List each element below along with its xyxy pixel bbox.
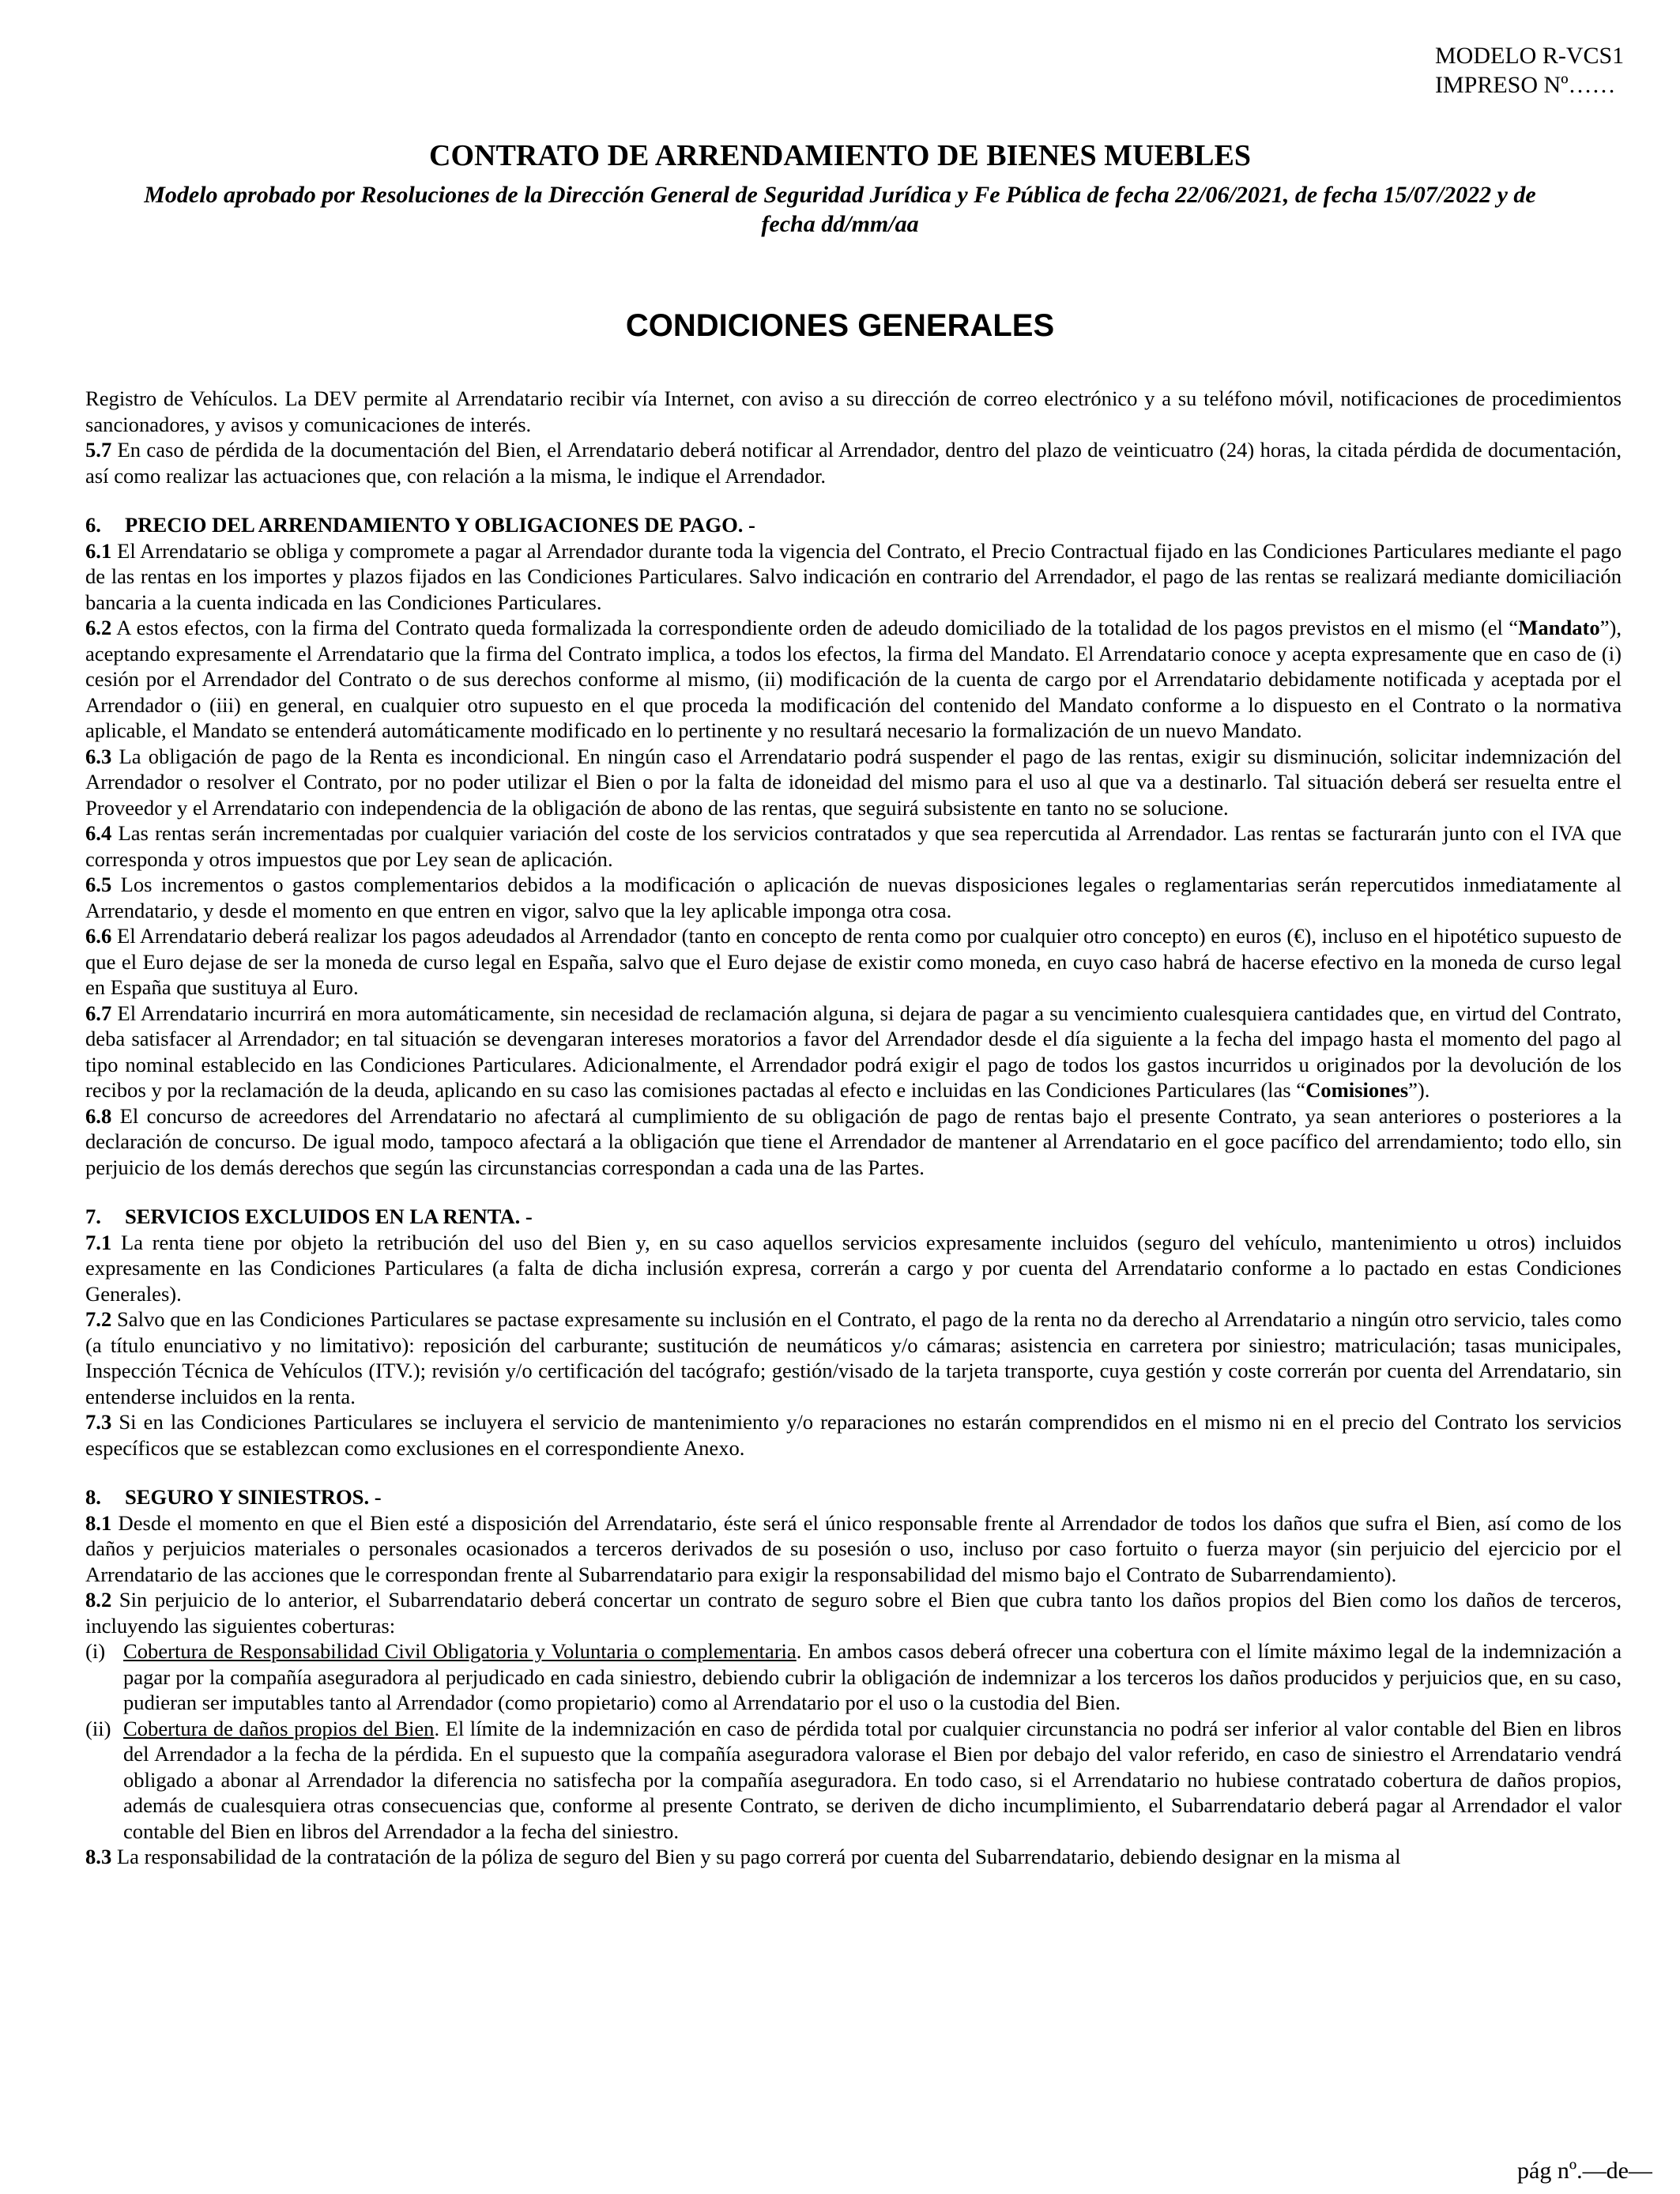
clause-text: Los incrementos o gastos complementarios debidos a la modificación o aplicación de nuevas disposiciones legales o reglamentarias serán repercutidos inmediatamente al Arrendatario, y desde el momento en que entren en vigor, salvo que la ley aplicable imponga otra cosa. xyxy=(85,873,1622,922)
section-heading-text: SEGURO Y SINIESTROS. - xyxy=(125,1485,382,1509)
spacer xyxy=(85,488,1622,512)
section-7-heading xyxy=(85,1204,1622,1230)
clause-text: ”), aceptando expresamente el Arrendatario que la firma del Contrato implica, a todos los efectos, la firma del Mandato. El Arrendatario conoce y acepta expresamente que en caso de (i) cesión por el Arrendador del Contrato o de sus derechos conforme al mismo, (ii) modificación de la cuenta de cargo por el Arrendatario debidamente notificada y aceptada por el Arrendador o (iii) en general, en cualquier otro supuesto en el que proceda la modificación del contenido del Mandato conforme a lo dispuesto en el Contrato o la normativa aplicable, el Mandato se entenderá automáticamente modificado en lo pertinente y no resultará necesario la formalización de un nuevo Mandato. xyxy=(85,616,1622,742)
clause-6-4 xyxy=(85,820,1622,872)
spacer xyxy=(85,1461,1622,1484)
clause-number: 6.7 xyxy=(85,1001,112,1025)
defined-term: Mandato xyxy=(1518,616,1600,639)
clause-text: Salvo que en las Condiciones Particulares se pactase expresamente su inclusión en el Contrato, el pago de la renta no da derecho al Arrendatario a ningún otro servicio, tales como (a título enunciativo y no limitativo): reposición del carburante; sustitución de neumáticos y/o cámaras; asistencia en carretera por siniestro; matriculación; tasas municipales, Inspección Técnica de Vehículos (ITV.); revisión y/o certificación del tacógrafo; gestión/visado de la tarjeta transporte, cuya gestión y coste correrán por cuenta del Arrendatario, sin entenderse incluidos en la renta. xyxy=(85,1307,1622,1408)
section-number: 6. xyxy=(85,513,101,537)
impreso-number: IMPRESO Nº…… xyxy=(1435,72,1616,98)
clause-number: 6.8 xyxy=(85,1103,112,1128)
clause-number: 8.3 xyxy=(85,1845,112,1868)
clause-number: 8.1 xyxy=(85,1510,112,1535)
clause-number: 6.1 xyxy=(85,538,112,563)
clause-text: El Arrendatario incurrirá en mora automáticamente, sin necesidad de reclamación alguna, si dejara de pagar a su vencimiento cualesquiera cantidades que, en virtud del Contrato, deba satisfacer al Arrendador; en tal situación se devengaran intereses moratorios a favor del Arrendador desde el día siguiente a la fecha del impago hasta el momento del pago al tipo nominal establecido en las Condiciones Particulares. Adicionalmente, el Arrendador podrá exigir el pago de todos los gastos incurridos u originados por la devolución de los recibos y por la reclamación de la deuda, aplicando en su caso las comisiones pactadas al efecto e incluidas en las Condiciones Particulares (las “ xyxy=(85,1001,1622,1102)
clause-8-1 xyxy=(85,1510,1622,1588)
clause-number: 6.2 xyxy=(85,616,112,639)
clause-6-7 xyxy=(85,1001,1622,1103)
clause-text: En caso de pérdida de la documentación del Bien, el Arrendatario deberá notificar al Arrendador, dentro del plazo de veinticuatro (24) horas, la citada pérdida de documentación, así como realizar las actuaciones que, con relación a la misma, le indique el Arrendador. xyxy=(85,438,1622,488)
clause-number: 6.3 xyxy=(85,744,112,768)
clause-6-8 xyxy=(85,1103,1622,1181)
coverage-text: . El límite de la indemnización en caso de pérdida total por cualquier circunstancia no podrá ser inferior al valor contable del Bien en libros del Arrendador a la fecha de la pérdida. En el supuesto que la compañía aseguradora valorase el Bien por debajo del valor referido, en caso de siniestro el Arrendatario vendrá obligado a abonar al Arrendador la diferencia no satisfecha por la compañía aseguradora. En todo caso, si el Arrendatario no hubiese contratado cobertura de daños propios, además de cualesquiera otras consecuencias que, conforme al presente Contrato, se deriven de dicho incumplimiento, el Subarrendatario deberá pagar al Arrendador el valor contable del Bien en libros del Arrendador a la fecha del siniestro. xyxy=(123,1716,1622,1843)
clause-6-3 xyxy=(85,744,1622,821)
document-body xyxy=(85,386,1622,1870)
coverage-text: . En ambos casos deberá ofrecer una cobertura con el límite máximo legal de la indemnización a pagar por la compañía aseguradora al perjudicado en cada siniestro, debiendo cubrir la obligación de indemnizar a los terceros los daños producidos y perjuicios que, en su caso, pudieran ser imputables tanto al Arrendador (como propietario) como al Arrendatario por el uso o la custodia del Bien. xyxy=(123,1639,1622,1714)
spacer xyxy=(85,1180,1622,1204)
section-8-heading xyxy=(85,1484,1622,1510)
clause-text: El Arrendatario deberá realizar los pagos adeudados al Arrendador (tanto en concepto de renta como por cualquier otro concepto) en euros (€), incluso en el hipotético supuesto de que el Euro dejase de ser la moneda de curso legal en España, salvo que el Euro dejase de existir como moneda, en cuyo caso habrá de hacerse efectivo en la moneda de curso legal en España que sustituya al Euro. xyxy=(85,924,1622,999)
coverage-title: Cobertura de daños propios del Bien xyxy=(123,1716,435,1740)
clause-8-3 xyxy=(85,1844,1622,1870)
coverage-title: Cobertura de Responsabilidad Civil Obligatoria y Voluntaria o complementaria xyxy=(123,1639,797,1663)
model-reference xyxy=(1435,41,1624,100)
item-text xyxy=(123,1638,1622,1716)
clause-8-2 xyxy=(85,1587,1622,1638)
clause-text: Sin perjuicio de lo anterior, el Subarrendatario deberá concertar un contrato de seguro sobre el Bien que cubra tanto los daños propios del Bien como los daños de terceros, incluyendo las siguientes coberturas: xyxy=(85,1588,1622,1638)
clause-number: 5.7 xyxy=(85,438,112,462)
section-heading-text: PRECIO DEL ARRENDAMIENTO Y OBLIGACIONES DE PAGO. - xyxy=(125,513,755,537)
clause-number: 6.4 xyxy=(85,821,112,845)
clause-number: 6.6 xyxy=(85,924,112,948)
clause-text: A estos efectos, con la firma del Contrato queda formalizada la correspondiente orden de adeudo domiciliado de la totalidad de los pagos previstos en el mismo (el “ xyxy=(111,616,1519,639)
clause-text: La responsabilidad de la contratación de la póliza de seguro del Bien y su pago correrá por cuenta del Subarrendatario, debiendo designar en la misma al xyxy=(111,1845,1401,1868)
clause-text: El Arrendatario se obliga y compromete a pagar al Arrendador durante toda la vigencia del Contrato, el Precio Contractual fijado en las Condiciones Particulares mediante el pago de las rentas en los importes y plazos fijados en las Condiciones Particulares. Salvo indicación en contrario del Arrendador, el pago de las rentas se realizará mediante domiciliación bancaria a la cuenta indicada en las Condiciones Particulares. xyxy=(85,538,1622,614)
document-title: CONTRATO DE ARRENDAMIENTO DE BIENES MUEBLES xyxy=(429,139,1251,172)
clause-6-6 xyxy=(85,923,1622,1001)
document-subtitle: Modelo aprobado por Resoluciones de la Dirección General de Seguridad Jurídica y Fe Pública de fecha 22/06/2021, de fecha 15/07/2022 y de fecha dd/mm/aa xyxy=(144,182,1536,237)
clause-6-2 xyxy=(85,615,1622,744)
item-text xyxy=(123,1716,1622,1845)
clause-number: 6.5 xyxy=(85,873,112,896)
clause-6-5 xyxy=(85,872,1622,923)
intro-paragraph: Registro de Vehículos. La DEV permite al Arrendatario recibir vía Internet, con aviso a su dirección de correo electrónico y a su teléfono móvil, notificaciones de procedimientos sancionadores, y avisos y comunicaciones de interés. xyxy=(85,386,1622,436)
clause-text: El concurso de acreedores del Arrendatario no afectará al cumplimiento de su obligación de pago de rentas bajo el presente Contrato, ya sean anteriores o posteriores a la declaración de concurso. De igual modo, tampoco afectará a la obligación que tiene el Arrendador de mantener al Arrendatario en el goce pacífico del arrendamiento; todo ello, sin perjuicio de los demás derechos que según las circunstancias correspondan a cada una de las Partes. xyxy=(85,1103,1622,1179)
coverage-item-ii xyxy=(85,1716,1622,1845)
section-number: 7. xyxy=(85,1204,101,1228)
section-6-heading xyxy=(85,512,1622,538)
clause-text: ”). xyxy=(1408,1078,1430,1102)
defined-term: Comisiones xyxy=(1305,1078,1409,1102)
item-marker: (ii) xyxy=(85,1716,111,1740)
clause-number: 7.3 xyxy=(85,1410,112,1434)
clause-6-1 xyxy=(85,538,1622,616)
coverage-item-i xyxy=(85,1638,1622,1716)
section-title: CONDICIONES GENERALES xyxy=(625,308,1055,343)
clause-text: Las rentas serán incrementadas por cualquier variación del coste de los servicios contratados y que sea repercutida al Arrendador. Las rentas se facturarán junto con el IVA que corresponda y otros impuestos que por Ley sean de aplicación. xyxy=(85,821,1622,871)
clause-7-3 xyxy=(85,1409,1622,1461)
item-marker: (i) xyxy=(85,1639,106,1663)
clause-number: 7.2 xyxy=(85,1307,112,1331)
clause-number: 7.1 xyxy=(85,1230,112,1254)
section-heading-text: SERVICIOS EXCLUIDOS EN LA RENTA. - xyxy=(125,1204,533,1228)
clause-number: 8.2 xyxy=(85,1588,112,1612)
clause-text: La renta tiene por objeto la retribución del uso del Bien y, en su caso aquellos servicios expresamente incluidos (seguro del vehículo, mantenimiento u otros) incluidos expresamente en las Condiciones Particulares (a falta de dicha inclusión expresa, correrán a cargo y por cuenta del Arrendatario conforme a lo pactado en estas Condiciones Generales). xyxy=(85,1230,1622,1306)
model-code: MODELO R-VCS1 xyxy=(1435,43,1625,69)
clause-5-7 xyxy=(85,437,1622,488)
clause-text: La obligación de pago de la Renta es incondicional. En ningún caso el Arrendatario podrá suspender el pago de las rentas, exigir su disminución, solicitar indemnización del Arrendador o resolver el Contrato, por no poder utilizar el Bien o por la falta de idoneidad del mismo para el uso al que va a destinarlo. Tal situación deberá ser resuelta entre el Proveedor y el Arrendatario con independencia de la obligación de abono de las rentas, que seguirá subsistente en tanto no se solucione. xyxy=(85,744,1622,820)
section-number: 8. xyxy=(85,1485,101,1509)
clause-text: Desde el momento en que el Bien esté a disposición del Arrendatario, éste será el único responsable frente al Arrendador de todos los daños que sufra el Bien, así como de los daños y perjuicios materiales o personales ocasionados a terceros derivados de su posesión o uso, incluso por caso fortuito o fuerza mayor (sin perjuicio del ejercicio por el Arrendatario de las acciones que le correspondan frente al Subarrendatario para exigir la responsabilidad del mismo bajo el Contrato de Subarrendamiento). xyxy=(85,1510,1622,1586)
clause-text: Si en las Condiciones Particulares se incluyera el servicio de mantenimiento y/o reparaciones no estarán comprendidos en el mismo ni en el precio del Contrato los servicios específicos que se establezcan como exclusiones en el correspondiente Anexo. xyxy=(85,1410,1622,1460)
clause-7-2 xyxy=(85,1306,1622,1409)
page-number: pág nº.—de— xyxy=(1517,2158,1652,2184)
clause-7-1 xyxy=(85,1230,1622,1307)
